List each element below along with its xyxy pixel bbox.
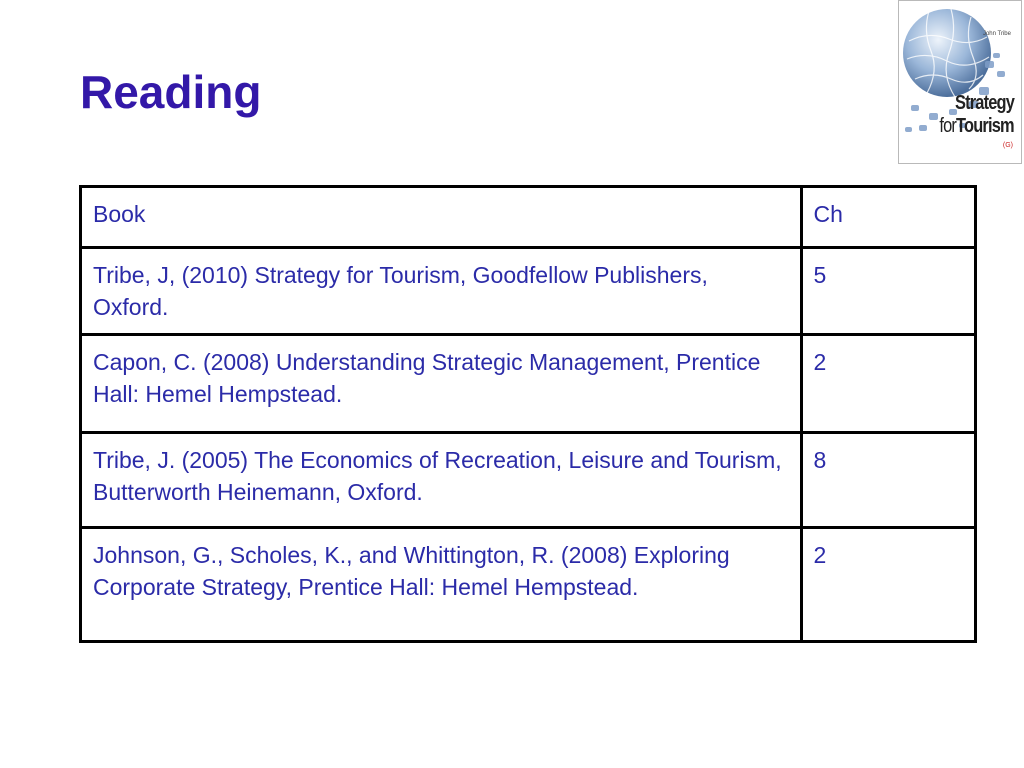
book-cell: Johnson, G., Scholes, K., and Whittington, R. (2008) Exploring Corporate Strategy, Prentice Hall: Hemel Hempstead. [81,528,802,642]
book-cell: Tribe, J, (2010) Strategy for Tourism, Goodfellow Publishers, Oxford. [81,248,802,335]
cover-title-line2 [940,116,1014,136]
book-cell: Tribe, J. (2005) The Economics of Recreation, Leisure and Tourism, Butterworth Heinemann, Oxford. [81,433,802,528]
table-row [81,248,976,335]
cover-publisher-logo: (G) [1002,142,1013,149]
book-cover-image [898,0,1022,164]
header-ch: Ch [801,187,975,248]
cover-title-line1: Strategy [954,92,1014,114]
table-header-row [81,187,976,248]
chapter-cell: 2 [801,335,975,433]
table-row [81,335,976,433]
globe-puzzle-icon [899,1,1021,163]
table-row [81,528,976,642]
cover-author: John Tribe [982,31,1011,37]
table-row [81,433,976,528]
cover-title-main: Tourism [956,115,1014,137]
chapter-cell: 5 [801,248,975,335]
book-cell: Capon, C. (2008) Understanding Strategic Management, Prentice Hall: Hemel Hempstead. [81,335,802,433]
chapter-cell: 8 [801,433,975,528]
page-title: Reading [80,66,262,118]
chapter-cell: 2 [801,528,975,642]
header-book: Book [81,187,802,248]
reading-table [79,185,977,643]
cover-title-prefix: for [939,115,957,137]
